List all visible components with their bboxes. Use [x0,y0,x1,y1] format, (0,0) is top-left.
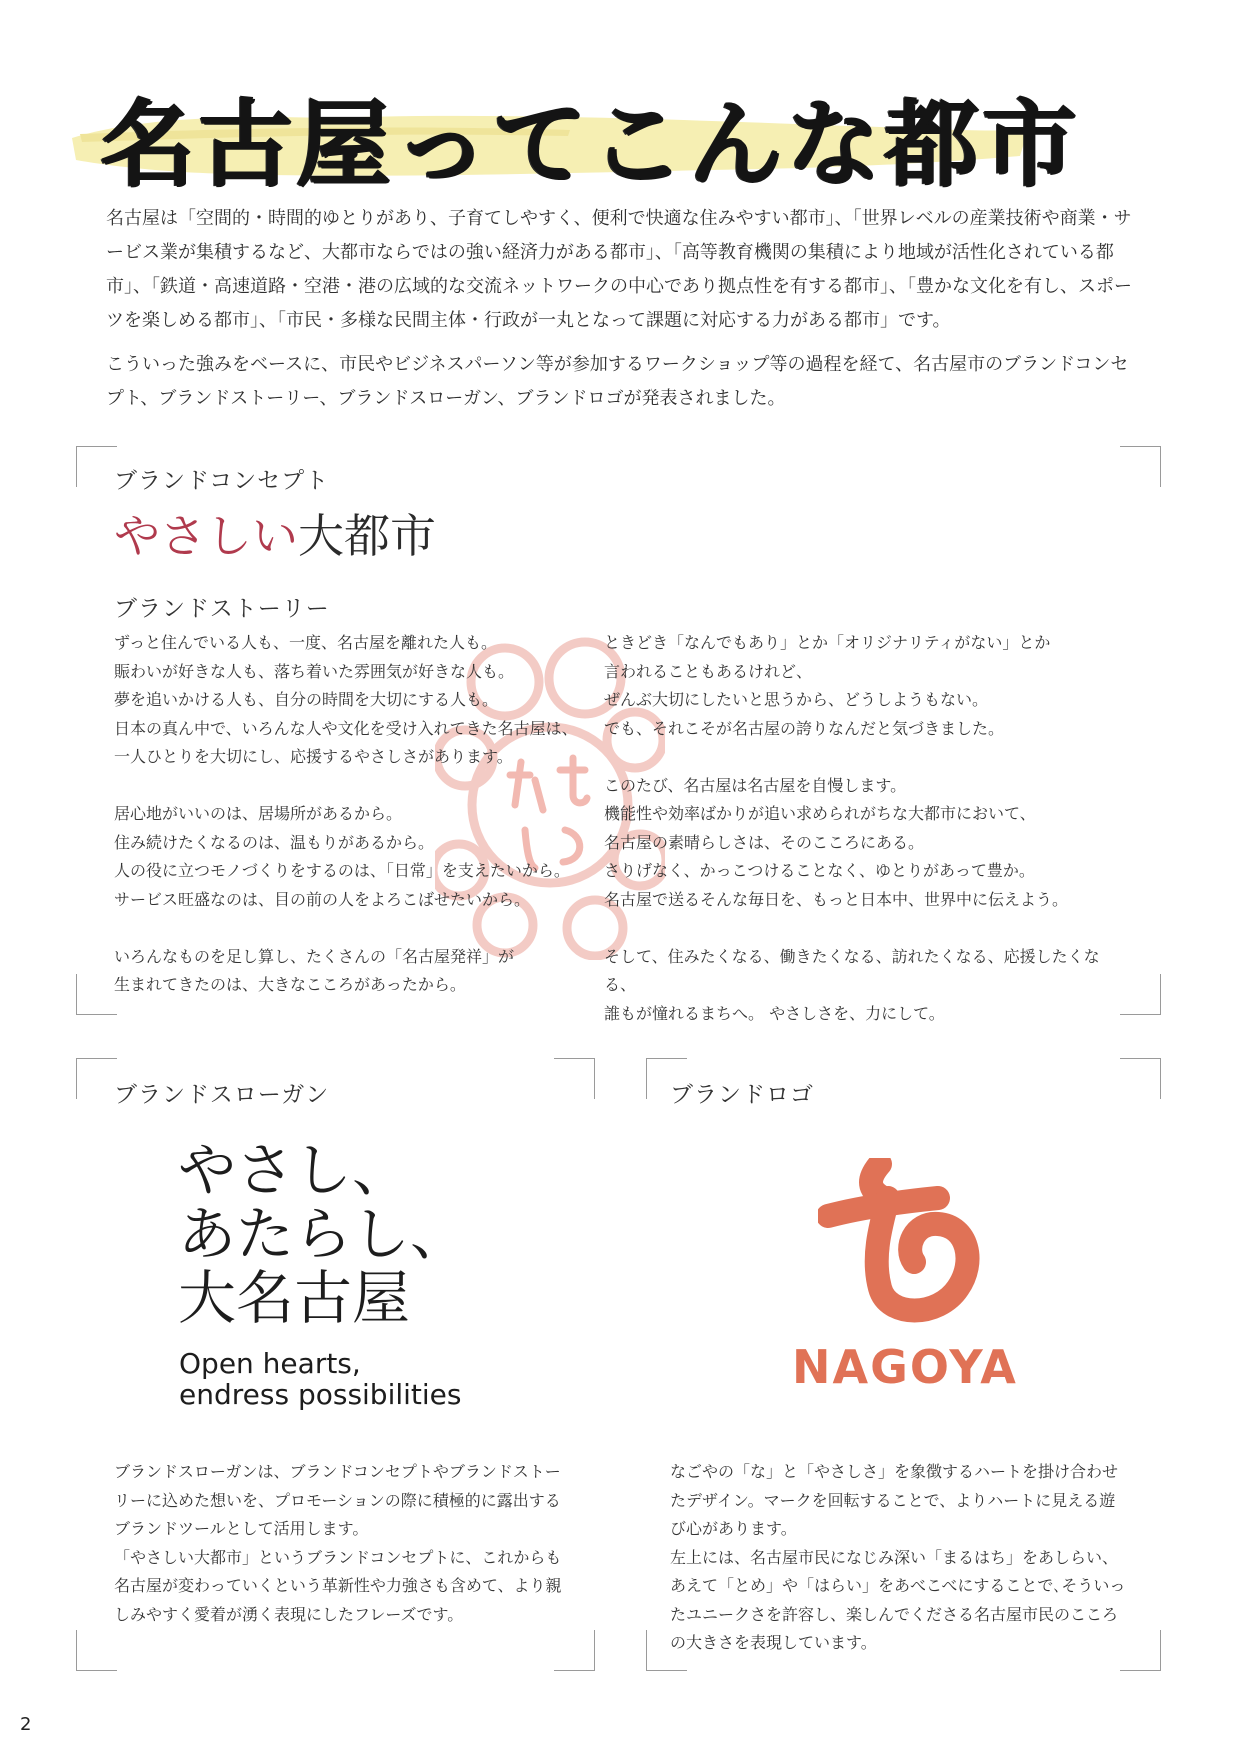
frame-corner [76,446,117,487]
page-title: 名古屋ってこんな都市 [100,90,1081,199]
brand-concept [114,500,436,566]
frame-corner [76,1058,117,1099]
logo-description: なごやの「な」と「やさしさ」を象徴するハートを掛け合わせ たデザイン。マークを回転することで、よりハートに見える遊 び心があります。 左上には、名古屋市民になじみ深い「まるはち」をあしらい、 あえて「とめ」や「はらい」をあべこべにすることで､そういっ たユニークさを許容し、楽しんでくださる名古屋市民のこころ の大きさを表現しています。 [670,1462,1126,1652]
frame-corner [76,974,117,1015]
slogan-english: Open hearts, endress possibilities [179,1347,462,1411]
concept-heading: ブランドコンセプト [114,468,330,494]
frame-corner [1120,1058,1161,1099]
story-right-column: ときどき「なんでもあり」とか「オリジナリティがない」とか 言われることもあるけれど、 ぜんぶ大切にしたいと思うから、どうしようもない。 でも、それこそが名古屋の誇りなんだと気づきました。 このたび、名古屋は名古屋を自慢します。 機能性や効率ばかりが追い求められがちな大都市において、 名古屋の素晴らしさは、そのこころにある。 さりげなく、かっこつけることなく、ゆとりがあって豊か。 名古屋で送るそんな毎日を、もっと日本中、世界中に伝えよう。 そして、住みたくなる、働きたくなる、訪れたくなる、応援したくなる、 誰もが憧れるまちへ。 やさしさを、力にして。 [604,633,1100,1023]
title-banner [70,60,1081,199]
story-left-column: ずっと住んでいる人も、一度、名古屋を離れた人も。 賑わいが好きな人も、落ち着いた雰囲気が好きな人も。 夢を追いかける人も、自分の時間を大切にする人も。 日本の真ん中で、いろんな人や文化を受け入れてきた名古屋は、 一人ひとりを大切にし、応援するやさしさがあります。 居心地がいいのは、居場所があるから。 住み続けたくなるのは、温もりがあるから。 人の役に立つモノづくりをするのは、「日常」を支えたいから。 サービス旺盛なのは、目の前の人をよろこばせたいから。 いろんなものを足し算し、たくさんの「名古屋発祥」が 生まれてきたのは、大きなこころがあったから。 [114,633,578,994]
slogan-description: ブランドスローガンは、ブランドコンセプトやブランドストー リーに込めた想いを、プロモーションの際に積極的に露出する ブランドツールとして活用します。 「やさしい大都市」というブランドコンセプトに、これからも 名古屋が変わっていくという革新性や力強さも含めて、より親 しみやすく愛着が湧く表現にしたフレーズです。 [114,1462,562,1624]
concept-rest-text: 大都市 [298,509,436,563]
nagoya-logo-mark-icon [818,1158,988,1328]
concept-accent-text: やさしい [114,509,298,563]
frame-corner [554,1630,595,1671]
intro-paragraph-1: 名古屋は「空間的・時間的ゆとりがあり、子育てしやすく、便利で快適な住みやすい都市」、「世界レベルの産業技術や商業・サービス業が集積するなど、大都市ならではの強い経済力がある都市」、「高等教育機関の集積により地域が活性化されている都市」、「鉄道・高速道路・空港・港の広域的な交流ネットワークの中心であり拠点性を有する都市」、「豊かな文化を有し、スポーツを楽しめる都市」、「市民・多様な民間主体・行政が一丸となって課題に対応する力がある都市」です。 [106,208,1132,331]
slogan-heading: ブランドスローガン [114,1082,330,1108]
intro-paragraph-2: こういった強みをベースに、市民やビジネスパーソン等が参加するワークショップ等の過程を経て、名古屋市のブランドコンセプト、ブランドストーリー、ブランドスローガン、ブランドロゴが発表されました。 [106,354,1129,409]
story-heading: ブランドストーリー [114,596,330,622]
logo-heading: ブランドロゴ [670,1082,814,1108]
slogan-japanese: やさし、 あたらし、 大名古屋 [178,1136,469,1332]
frame-corner [76,1630,117,1671]
frame-corner [1120,446,1161,487]
page-number: 2 [20,1714,32,1735]
frame-corner [554,1058,595,1099]
nagoya-wordmark: NAGOYA [792,1340,1018,1394]
frame-corner [1120,974,1161,1015]
